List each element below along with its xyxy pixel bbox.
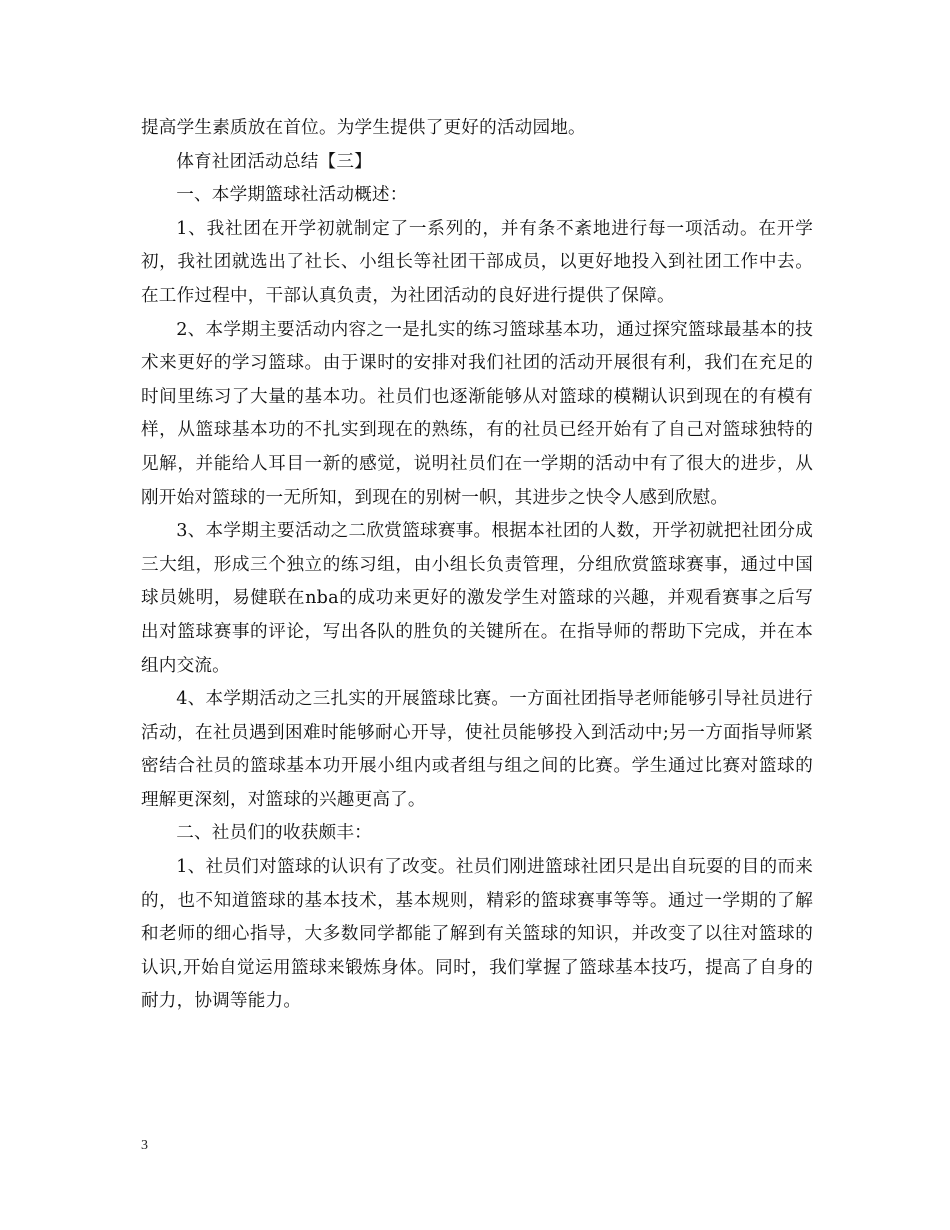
section-heading-overview: 一、本学期篮球社活动概述： <box>176 185 408 206</box>
paragraph-continuation: 提高学生素质放在首位。为学生提供了更好的活动园地。 <box>141 118 586 138</box>
document-body <box>141 112 813 1019</box>
paragraph-item-1: 1、我社团在开学初就制定了一系列的，并有条不紊地进行每一项活动。在开学初，我社团就选出了社长、小组长等社团干部成员，以更好地投入到社团工作中去。在工作过程中，干部认真负责，为社团活动的良好进行提供了保障。 <box>141 218 813 306</box>
section-heading-summary-three: 体育社团活动总结【三】 <box>176 151 372 172</box>
paragraph-gains-item-1: 1、社员们对篮球的认识有了改变。社员们刚进篮球社团只是出自玩耍的目的而来的，也不知道篮球的基本技术，基本规则，精彩的篮球赛事等等。通过一学期的了解和老师的细心指导，大多数同学都能了解到有关篮球的知识，并改变了以往对篮球的认识,开始自觉运用篮球来锻炼身体。同时，我们掌握了篮球基本技巧，提高了自身的耐力，协调等能力。 <box>141 857 813 1012</box>
page-number: 3 <box>141 1138 148 1153</box>
paragraph-item-4: 4、本学期活动之三扎实的开展篮球比赛。一方面社团指导老师能够引导社员进行活动，在社员遇到困难时能够耐心开导，使社员能够投入到活动中;另一方面指导师紧密结合社员的篮球基本功开展小组内或者组与组之间的比赛。学生通过比赛对篮球的理解更深刻，对篮球的兴趣更高了。 <box>141 689 813 810</box>
paragraph-item-3: 3、本学期主要活动之二欣赏篮球赛事。根据本社团的人数，开学初就把社团分成三大组，形成三个独立的练习组，由小组长负责管理，分组欣赏篮球赛事，通过中国球员姚明，易健联在nba的成功来更好的激发学生对篮球的兴趣，并观看赛事之后写出对篮球赛事的评论，写出各队的胜负的关键所在。在指导师的帮助下完成，并在本组内交流。 <box>141 521 813 676</box>
paragraph-item-2: 2、本学期主要活动内容之一是扎实的练习篮球基本功，通过探究篮球最基本的技术来更好的学习篮球。由于课时的安排对我们社团的活动开展很有利，我们在充足的时间里练习了大量的基本功。社员们也逐渐能够从对篮球的模糊认识到现在的有模有样，从篮球基本功的不扎实到现在的熟练，有的社员已经开始有了自己对篮球独特的见解，并能给人耳目一新的感觉，说明社员们在一学期的活动中有了很大的进步，从刚开始对篮球的一无所知，到现在的别树一帜，其进步之快令人感到欣慰。 <box>141 319 813 508</box>
section-heading-gains: 二、社员们的收获颇丰： <box>176 823 372 844</box>
